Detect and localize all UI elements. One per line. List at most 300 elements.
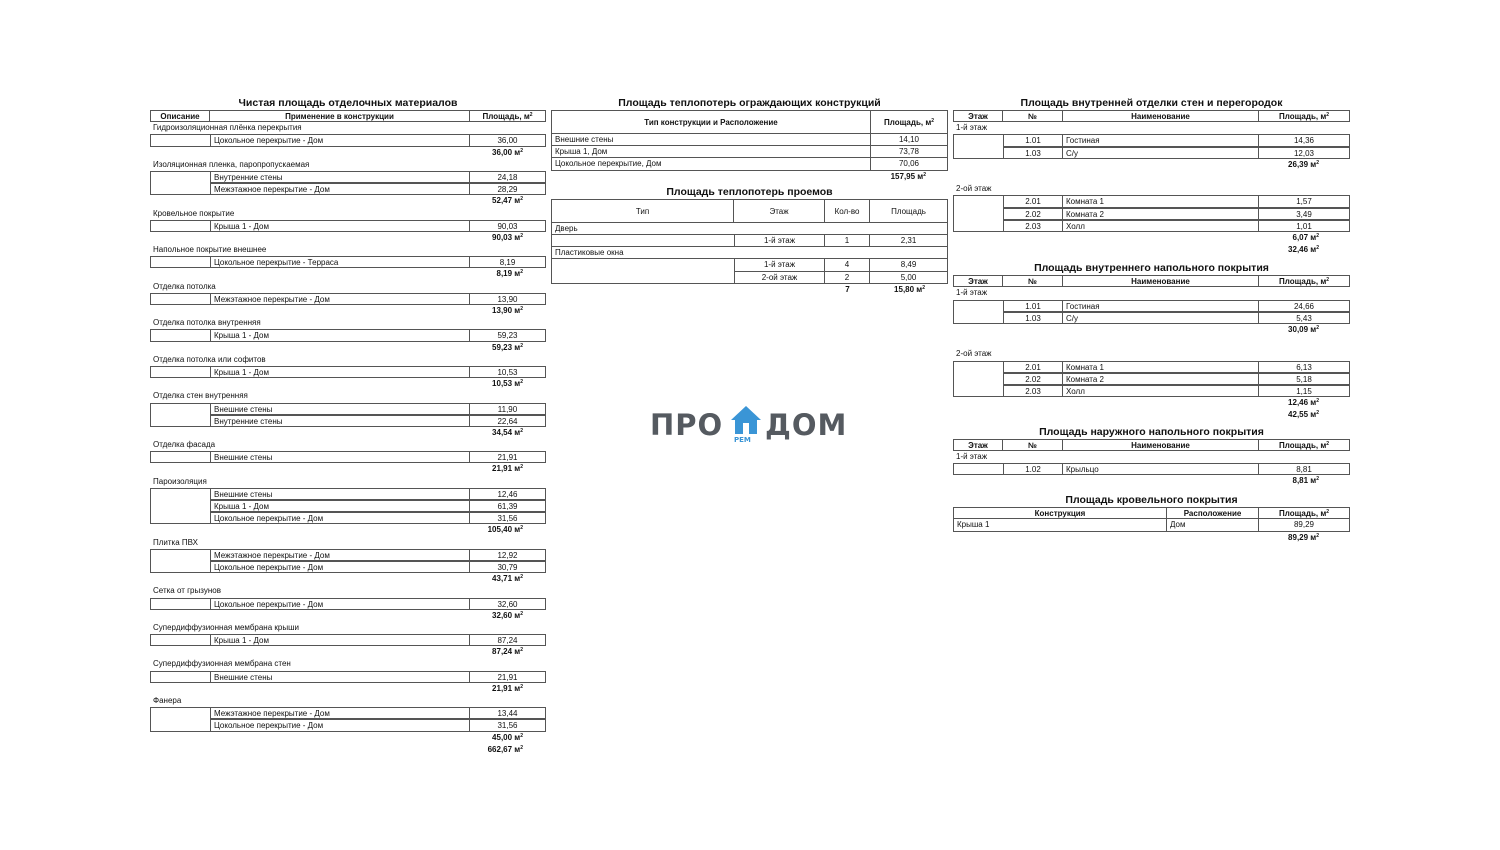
material-item-row bbox=[150, 707, 546, 719]
opening-blank-cell bbox=[551, 272, 734, 284]
heatloss-total-row bbox=[551, 171, 948, 183]
header-opening-count: Кол-во bbox=[825, 199, 870, 223]
logo-text-left: ПРО bbox=[650, 408, 724, 442]
material-usage-cell: Внешние стены bbox=[210, 451, 470, 463]
header-floor: Этаж bbox=[953, 110, 1003, 122]
header-roof-location: Расположение bbox=[1167, 507, 1259, 519]
material-usage-cell: Внешние стены bbox=[210, 671, 470, 683]
room-name-cell: Комната 1 bbox=[1063, 361, 1259, 373]
prodom-logo bbox=[650, 404, 850, 448]
material-total-row bbox=[150, 305, 546, 317]
material-name: Сетка от грызунов bbox=[153, 586, 221, 596]
floor-out-title: Площадь наружного напольного покрытия bbox=[1039, 425, 1264, 438]
material-blank-cell bbox=[150, 512, 210, 524]
roof-total: 89,29 $м^2$ bbox=[1288, 532, 1319, 542]
material-usage-cell: Крыша 1 - Дом bbox=[210, 634, 470, 646]
material-area-cell: 21,91 bbox=[470, 451, 546, 463]
opening-count-cell: 1 bbox=[825, 235, 870, 247]
material-name: Гидроизоляционная плёнка перекрытия bbox=[153, 123, 302, 133]
material-total: 45,00 $м^2$ bbox=[492, 732, 523, 742]
roof-header-row bbox=[953, 507, 1350, 519]
floor-name: 1-й этаж bbox=[956, 123, 988, 133]
openings-total-count: 7 bbox=[845, 284, 850, 294]
material-total-row bbox=[150, 268, 546, 280]
walls-room-row bbox=[953, 208, 1350, 220]
floor-name: 1-й этаж bbox=[956, 288, 988, 298]
room-name-cell: Холл bbox=[1063, 220, 1259, 232]
material-usage-cell: Крыша 1 - Дом bbox=[210, 366, 470, 378]
room-number-cell: 2.02 bbox=[1003, 208, 1063, 220]
room-number-cell: 1.01 bbox=[1003, 134, 1063, 146]
material-total: 10,53 $м^2$ bbox=[492, 379, 523, 389]
heatloss-total: 157,95 $м^2$ bbox=[890, 171, 926, 181]
material-area-cell: 12,46 bbox=[470, 488, 546, 500]
walls-floor-row bbox=[953, 122, 1350, 134]
material-usage-cell: Цокольное перекрытие - Дом bbox=[210, 719, 470, 731]
header-number: № bbox=[1003, 275, 1063, 287]
material-item-row bbox=[150, 183, 546, 195]
material-area-cell: 90,03 bbox=[470, 220, 546, 232]
material-usage-cell: Крыша 1 - Дом bbox=[210, 500, 470, 512]
walls-spacer-row bbox=[953, 171, 1350, 183]
heatloss-panel bbox=[551, 96, 948, 296]
walls-room-row bbox=[953, 220, 1350, 232]
heatloss-row bbox=[551, 158, 948, 170]
opening-count-cell: 4 bbox=[825, 259, 870, 271]
material-usage-cell: Цокольное перекрытие - Дом bbox=[210, 561, 470, 573]
material-total: 105,40 $м^2$ bbox=[487, 525, 523, 535]
header-description: Описание bbox=[150, 110, 210, 122]
material-item-row bbox=[150, 415, 546, 427]
material-blank-cell bbox=[150, 671, 210, 683]
floor-out-floor-total-row bbox=[953, 475, 1350, 487]
walls-grand-total: 32,46 $м^2$ bbox=[1288, 245, 1319, 255]
material-total-row bbox=[150, 732, 546, 744]
floor-blank-cell bbox=[953, 361, 1003, 373]
material-usage-cell: Цокольное перекрытие - Дом bbox=[210, 134, 470, 146]
material-name: Отделка фасада bbox=[153, 440, 216, 450]
material-group-name bbox=[150, 354, 546, 366]
material-total: 13,90 $м^2$ bbox=[492, 306, 523, 315]
floor-in-room-row bbox=[953, 312, 1350, 324]
floor-in-room-row bbox=[953, 373, 1350, 385]
materials-grand-total: 662,67 $м^2$ bbox=[487, 744, 523, 754]
floor-name: 2-ой этаж bbox=[956, 349, 992, 359]
material-name: Отделка потолка bbox=[153, 281, 216, 291]
material-area-cell: 13,44 bbox=[470, 707, 546, 719]
floor-blank-cell bbox=[953, 312, 1003, 324]
walls-floor-row bbox=[953, 183, 1350, 195]
room-area-cell: 6,13 bbox=[1259, 361, 1350, 373]
material-usage-cell: Цокольное перекрытие - Дом bbox=[210, 598, 470, 610]
material-total: 59,23 $м^2$ bbox=[492, 342, 523, 352]
walls-grand-total-row bbox=[953, 244, 1350, 256]
material-group-name bbox=[150, 439, 546, 451]
floor-blank-cell bbox=[953, 220, 1003, 232]
material-area-cell: 87,24 bbox=[470, 634, 546, 646]
floor-in-floor-row bbox=[953, 348, 1350, 360]
room-name-cell: С/у bbox=[1063, 147, 1259, 159]
material-item-row bbox=[150, 561, 546, 573]
material-item-row bbox=[150, 671, 546, 683]
opening-count-cell: 2 bbox=[825, 272, 870, 284]
material-area-cell: 10,53 bbox=[470, 366, 546, 378]
floor-out-header-row bbox=[953, 439, 1350, 451]
material-area-cell: 59,23 bbox=[470, 329, 546, 341]
material-usage-cell: Внутренние стены bbox=[210, 415, 470, 427]
material-usage-cell: Межэтажное перекрытие - Дом bbox=[210, 183, 470, 195]
material-blank-cell bbox=[150, 256, 210, 268]
roof-area-cell: 89,29 bbox=[1259, 519, 1350, 531]
material-group-name bbox=[150, 390, 546, 402]
floor-blank-cell bbox=[953, 134, 1003, 146]
material-blank-cell bbox=[150, 293, 210, 305]
material-blank-cell bbox=[150, 451, 210, 463]
material-total-row bbox=[150, 147, 546, 159]
material-area-cell: 12,92 bbox=[470, 549, 546, 561]
heatloss-area-cell: 73,78 bbox=[871, 146, 948, 158]
material-total-row bbox=[150, 646, 546, 658]
room-area-cell: 1,01 bbox=[1259, 220, 1350, 232]
material-item-row bbox=[150, 403, 546, 415]
room-name-cell: Гостиная bbox=[1063, 134, 1259, 146]
material-blank-cell bbox=[150, 488, 210, 500]
room-number-cell: 1.03 bbox=[1003, 312, 1063, 324]
material-item-row bbox=[150, 134, 546, 146]
material-name: Изоляционная пленка, паропропускаемая bbox=[153, 159, 310, 169]
floor-in-header-row bbox=[953, 275, 1350, 287]
material-area-cell: 24,18 bbox=[470, 171, 546, 183]
heatloss-type-cell: Внешние стены bbox=[551, 134, 871, 146]
floor-blank-cell bbox=[953, 300, 1003, 312]
walls-room-row bbox=[953, 134, 1350, 146]
floor-in-grand-total: 42,55 $м^2$ bbox=[1288, 410, 1319, 420]
material-item-row bbox=[150, 634, 546, 646]
material-total-row bbox=[150, 342, 546, 354]
material-total: 21,91 $м^2$ bbox=[492, 683, 523, 693]
material-total-row bbox=[150, 610, 546, 622]
floor-total: 30,09 $м^2$ bbox=[1288, 325, 1319, 334]
material-group-name bbox=[150, 317, 546, 329]
header-area: Площадь, $м^2$ bbox=[470, 110, 546, 122]
openings-header-row bbox=[551, 199, 948, 223]
floor-blank-cell bbox=[953, 195, 1003, 207]
room-name-cell: Комната 2 bbox=[1063, 208, 1259, 220]
material-total: 87,24 $м^2$ bbox=[492, 647, 523, 657]
opening-floor-cell: 1-й этаж bbox=[734, 235, 825, 247]
opening-area-cell: 8,49 bbox=[870, 259, 948, 271]
opening-row bbox=[551, 272, 948, 284]
material-name: Напольное покрытие внешнее bbox=[153, 245, 267, 255]
material-item-row bbox=[150, 549, 546, 561]
material-usage-cell: Цокольное перекрытие - Терраса bbox=[210, 256, 470, 268]
material-name: Пароизоляция bbox=[153, 476, 207, 486]
material-usage-cell: Межэтажное перекрытие - Дом bbox=[210, 707, 470, 719]
material-area-cell: 36,00 bbox=[470, 134, 546, 146]
material-area-cell: 31,56 bbox=[470, 719, 546, 731]
room-name-cell: С/у bbox=[1063, 312, 1259, 324]
room-area-cell: 24,66 bbox=[1259, 300, 1350, 312]
material-total: 8,19 $м^2$ bbox=[496, 269, 523, 279]
heatloss-row bbox=[551, 146, 948, 158]
heatloss-row bbox=[551, 134, 948, 146]
material-item-row bbox=[150, 329, 546, 341]
room-number-cell: 1.02 bbox=[1003, 463, 1063, 475]
opening-blank-cell bbox=[551, 259, 734, 271]
material-usage-cell: Межэтажное перекрытие - Дом bbox=[210, 549, 470, 561]
walls-room-row bbox=[953, 147, 1350, 159]
opening-type-name: Дверь bbox=[551, 223, 948, 235]
header-heatloss-area: Площадь, $м^2$ bbox=[871, 110, 948, 134]
material-total-row bbox=[150, 427, 546, 439]
material-usage-cell: Крыша 1 - Дом bbox=[210, 220, 470, 232]
material-area-cell: 32,60 bbox=[470, 598, 546, 610]
material-blank-cell bbox=[150, 719, 210, 731]
material-name: Супердиффузионная мембрана крыши bbox=[153, 622, 299, 632]
material-area-cell: 31,56 bbox=[470, 512, 546, 524]
roof-row bbox=[953, 519, 1350, 531]
material-total-row bbox=[150, 195, 546, 207]
header-room-name: Наименование bbox=[1063, 110, 1259, 122]
material-item-row bbox=[150, 488, 546, 500]
material-name: Отделка стен внутренняя bbox=[153, 391, 248, 401]
material-blank-cell bbox=[150, 403, 210, 415]
roof-title: Площадь кровельного покрытия bbox=[1065, 494, 1238, 507]
floor-name: 1-й этаж bbox=[956, 451, 988, 461]
material-area-cell: 21,91 bbox=[470, 671, 546, 683]
floor-in-room-row bbox=[953, 300, 1350, 312]
heatloss-type-cell: Цокольное перекрытие, Дом bbox=[551, 158, 871, 170]
material-group-name bbox=[150, 122, 546, 134]
material-name: Супердиффузионная мембрана стен bbox=[153, 659, 291, 669]
floor-blank-cell bbox=[953, 147, 1003, 159]
floor-name: 2-ой этаж bbox=[956, 184, 992, 194]
material-total-row bbox=[150, 683, 546, 695]
material-area-cell: 8,19 bbox=[470, 256, 546, 268]
material-group-name bbox=[150, 622, 546, 634]
walls-floor-total-row bbox=[953, 232, 1350, 244]
roof-location-cell: Дом bbox=[1167, 519, 1259, 531]
floor-blank-cell bbox=[953, 208, 1003, 220]
rooms-panel bbox=[953, 96, 1350, 544]
room-area-cell: 5,18 bbox=[1259, 373, 1350, 385]
header-floor: Этаж bbox=[953, 439, 1003, 451]
material-group-name bbox=[150, 208, 546, 220]
materials-title: Чистая площадь отделочных материалов bbox=[238, 97, 458, 109]
material-usage-cell: Межэтажное перекрытие - Дом bbox=[210, 293, 470, 305]
room-number-cell: 2.01 bbox=[1003, 361, 1063, 373]
opening-area-cell: 5,00 bbox=[870, 272, 948, 284]
floor-total: 26,39 $м^2$ bbox=[1288, 159, 1319, 169]
room-name-cell: Холл bbox=[1063, 385, 1259, 397]
room-number-cell: 2.03 bbox=[1003, 385, 1063, 397]
material-name: Отделка потолка внутренняя bbox=[153, 318, 261, 328]
header-number: № bbox=[1003, 439, 1063, 451]
material-blank-cell bbox=[150, 183, 210, 195]
material-total-row bbox=[150, 232, 546, 244]
material-total: 52,47 $м^2$ bbox=[492, 196, 523, 206]
material-area-cell: 61,39 bbox=[470, 500, 546, 512]
material-group-name bbox=[150, 476, 546, 488]
material-blank-cell bbox=[150, 598, 210, 610]
room-number-cell: 2.02 bbox=[1003, 373, 1063, 385]
opening-blank-cell bbox=[551, 235, 734, 247]
material-item-row bbox=[150, 171, 546, 183]
header-room-name: Наименование bbox=[1063, 275, 1259, 287]
room-area-cell: 8,81 bbox=[1259, 463, 1350, 475]
room-name-cell: Гостиная bbox=[1063, 300, 1259, 312]
material-blank-cell bbox=[150, 561, 210, 573]
header-roof-construction: Конструкция bbox=[953, 507, 1167, 519]
opening-group-row bbox=[551, 247, 948, 259]
floor-in-room-row bbox=[953, 385, 1350, 397]
material-item-row bbox=[150, 451, 546, 463]
material-group-name bbox=[150, 658, 546, 670]
floor-in-title: Площадь внутреннего напольного покрытия bbox=[1034, 262, 1269, 275]
material-total-row bbox=[150, 573, 546, 585]
material-area-cell: 22,64 bbox=[470, 415, 546, 427]
materials-header-row bbox=[150, 110, 546, 122]
walls-header-row bbox=[953, 110, 1350, 122]
material-item-row bbox=[150, 512, 546, 524]
material-usage-cell: Крыша 1 - Дом bbox=[210, 329, 470, 341]
header-opening-type: Тип bbox=[551, 199, 734, 223]
heatloss-header-row bbox=[551, 110, 948, 134]
header-floor: Этаж bbox=[953, 275, 1003, 287]
header-construction-type: Тип конструкции и Расположение bbox=[551, 110, 871, 134]
house-icon bbox=[730, 404, 762, 436]
material-item-row bbox=[150, 220, 546, 232]
floor-in-floor-row bbox=[953, 287, 1350, 299]
logo-subtext: РЕМ bbox=[734, 436, 751, 444]
material-item-row bbox=[150, 256, 546, 268]
openings-title: Площадь теплопотерь проемов bbox=[666, 185, 833, 198]
header-number: № bbox=[1003, 110, 1063, 122]
opening-type-name: Пластиковые окна bbox=[551, 247, 948, 259]
heatloss-area-cell: 70,06 bbox=[871, 158, 948, 170]
material-total: 43,71 $м^2$ bbox=[492, 574, 523, 584]
opening-row bbox=[551, 259, 948, 271]
floor-in-room-row bbox=[953, 361, 1350, 373]
opening-group-row bbox=[551, 223, 948, 235]
material-total: 36,00 $м^2$ bbox=[492, 147, 523, 157]
heatloss-title: Площадь теплопотерь ограждающих конструкций bbox=[618, 97, 881, 109]
floor-total: 12,46 $м^2$ bbox=[1288, 398, 1319, 408]
material-total: 32,60 $м^2$ bbox=[492, 610, 523, 620]
floor-in-spacer-row bbox=[953, 336, 1350, 348]
material-total-row bbox=[150, 463, 546, 475]
heatloss-area-cell: 14,10 bbox=[871, 134, 948, 146]
material-item-row bbox=[150, 366, 546, 378]
header-room-area: Площадь, $м^2$ bbox=[1259, 439, 1350, 451]
room-name-cell: Крыльцо bbox=[1063, 463, 1259, 475]
opening-row bbox=[551, 235, 948, 247]
material-item-row bbox=[150, 598, 546, 610]
room-number-cell: 2.01 bbox=[1003, 195, 1063, 207]
material-usage-cell: Внешние стены bbox=[210, 403, 470, 415]
material-blank-cell bbox=[150, 707, 210, 719]
openings-total-area: 15,80 $м^2$ bbox=[894, 284, 925, 294]
room-area-cell: 3,49 bbox=[1259, 208, 1350, 220]
floor-in-grand-total-row bbox=[953, 409, 1350, 421]
walls-floor-total-row bbox=[953, 159, 1350, 171]
material-total-row bbox=[150, 378, 546, 390]
material-blank-cell bbox=[150, 500, 210, 512]
room-area-cell: 1,15 bbox=[1259, 385, 1350, 397]
opening-floor-cell: 2-ой этаж bbox=[734, 272, 825, 284]
floor-in-floor-total-row bbox=[953, 324, 1350, 336]
material-blank-cell bbox=[150, 220, 210, 232]
floor-blank-cell bbox=[953, 463, 1003, 475]
materials-panel bbox=[150, 96, 546, 756]
openings-total-row bbox=[551, 284, 948, 296]
material-area-cell: 30,79 bbox=[470, 561, 546, 573]
room-name-cell: Комната 1 bbox=[1063, 195, 1259, 207]
material-area-cell: 28,29 bbox=[470, 183, 546, 195]
room-name-cell: Комната 2 bbox=[1063, 373, 1259, 385]
room-area-cell: 1,57 bbox=[1259, 195, 1350, 207]
material-usage-cell: Внешние стены bbox=[210, 488, 470, 500]
material-blank-cell bbox=[150, 329, 210, 341]
room-area-cell: 14,36 bbox=[1259, 134, 1350, 146]
header-opening-area: Площадь bbox=[870, 199, 948, 223]
material-blank-cell bbox=[150, 171, 210, 183]
logo-text-right: ДОМ bbox=[765, 408, 848, 442]
material-total-row bbox=[150, 524, 546, 536]
material-area-cell: 11,90 bbox=[470, 403, 546, 415]
floor-total: 6,07 $м^2$ bbox=[1292, 232, 1319, 242]
materials-grand-total-row bbox=[150, 744, 546, 756]
opening-floor-cell: 1-й этаж bbox=[734, 259, 825, 271]
walls-room-row bbox=[953, 195, 1350, 207]
roof-construction-cell: Крыша 1 bbox=[953, 519, 1167, 531]
header-room-name: Наименование bbox=[1063, 439, 1259, 451]
header-room-area: Площадь, $м^2$ bbox=[1259, 110, 1350, 122]
room-area-cell: 12,03 bbox=[1259, 147, 1350, 159]
material-group-name bbox=[150, 159, 546, 171]
header-opening-floor: Этаж bbox=[734, 199, 825, 223]
walls-title: Площадь внутренней отделки стен и перегородок bbox=[1020, 97, 1283, 109]
material-group-name bbox=[150, 244, 546, 256]
floor-total: 8,81 $м^2$ bbox=[1292, 476, 1319, 486]
material-blank-cell bbox=[150, 549, 210, 561]
material-total: 90,03 $м^2$ bbox=[492, 232, 523, 242]
material-usage-cell: Внутренние стены bbox=[210, 171, 470, 183]
room-number-cell: 1.01 bbox=[1003, 300, 1063, 312]
material-name: Фанера bbox=[153, 696, 182, 705]
heatloss-type-cell: Крыша 1, Дом bbox=[551, 146, 871, 158]
material-group-name bbox=[150, 537, 546, 549]
material-group-name bbox=[150, 585, 546, 597]
material-blank-cell bbox=[150, 366, 210, 378]
floor-in-floor-total-row bbox=[953, 397, 1350, 409]
room-number-cell: 1.03 bbox=[1003, 147, 1063, 159]
material-name: Отделка потолка или софитов bbox=[153, 354, 266, 364]
material-total: 21,91 $м^2$ bbox=[492, 464, 523, 474]
material-item-row bbox=[150, 500, 546, 512]
material-blank-cell bbox=[150, 415, 210, 427]
opening-area-cell: 2,31 bbox=[870, 235, 948, 247]
header-roof-area: Площадь, $м^2$ bbox=[1259, 507, 1350, 519]
material-area-cell: 13,90 bbox=[470, 293, 546, 305]
room-number-cell: 2.03 bbox=[1003, 220, 1063, 232]
material-item-row bbox=[150, 719, 546, 731]
floor-blank-cell bbox=[953, 385, 1003, 397]
material-blank-cell bbox=[150, 634, 210, 646]
material-blank-cell bbox=[150, 134, 210, 146]
material-total: 34,54 $м^2$ bbox=[492, 427, 523, 437]
material-name: Кровельное покрытие bbox=[153, 208, 235, 218]
